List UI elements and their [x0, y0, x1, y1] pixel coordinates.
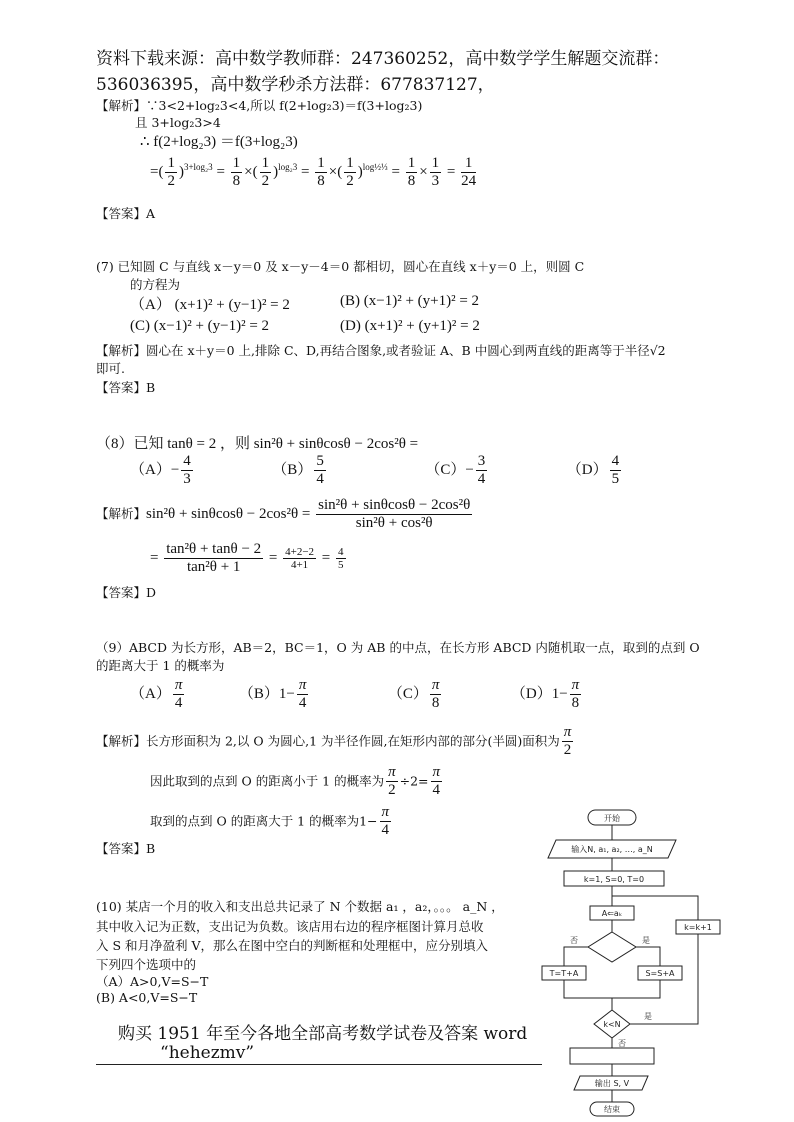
fc-input-label: 输入N, a₁, a₂, …, a_N: [571, 845, 653, 854]
exponent-1: 3+log₂3: [183, 162, 213, 173]
q7-analysis-2: 即可.: [96, 361, 125, 376]
fc-process-blank: [570, 1048, 654, 1064]
fc-yes-label: 是: [642, 936, 650, 945]
frac-one-third: $\frac{1}{3}$: [431, 155, 440, 190]
q8-answer: 【答案】D: [96, 585, 157, 600]
q10-option-a: （A）A>0,V=S−T: [96, 974, 209, 989]
q9-analysis-1: 【解析】长方形面积为 2,以 O 为圆心,1 为半径作圆,在矩形内部的部分(半圆)面积为 $\frac{\pi}{2}$: [96, 724, 572, 759]
frac-half-3: $\frac{1}{2}$: [346, 155, 354, 190]
q9-option-d: （D）1− $\frac{\pi}{8}$: [510, 677, 580, 712]
q7-stem-1: (7) 已知圆 C 与直线 x－y＝0 及 x－y－4＝0 都相切，圆心在直线 x＋y＝0 上，则圆 C: [96, 259, 585, 274]
q10-line-2: 其中收入记为正数，支出记为负数。该店用右边的程序框图计算月总收: [96, 919, 484, 934]
q6-analysis-line-1: [96, 96, 422, 114]
fc-t-update-label: T=T+A: [549, 969, 579, 978]
q8-option-a: （A）− $\frac{4}{3}$: [130, 453, 191, 488]
q8-analysis-line-1: 【解析】sin²θ + sinθcosθ − 2cos²θ = $\frac{\text{sin²θ + sinθcosθ − 2cos²θ}}{\text{sin²θ + cos²θ}}$: [96, 497, 471, 532]
q7-option-c: (C) (x−1)² + (y−1)² = 2: [130, 318, 270, 334]
q7-analysis-1: 【解析】圆心在 x＋y＝0 上,排除 C、D,再结合图象,或者验证 A、B 中圆心到两直线的距离等于半径√2: [96, 343, 666, 358]
footer-rule: [96, 1064, 542, 1065]
fc-output-label: 输出 S, V: [594, 1079, 630, 1088]
q6-analysis-text-1: ∵3<2+log₂3<4,所以 f(2+log₂3)＝f(3+log₂3): [146, 98, 423, 113]
q10-line-1: (10) 某店一个月的收入和支出总共记录了 N 个数据 a₁ ，a₂，。。。 a_N ，: [96, 899, 504, 914]
q9-option-c: （C） $\frac{\pi}{8}$: [387, 677, 440, 712]
q8-option-c: （C）− $\frac{3}{4}$: [425, 453, 486, 488]
footer-line-2: “hehezmv”: [160, 1043, 255, 1063]
q9-analysis-2: 因此取到的点到 O 的距离小于 1 的概率为 $\frac{\pi}{2}$ ÷2= $\frac{\pi}{4}$: [150, 764, 441, 799]
q8-analysis-line-2: = $\frac{\text{tan²θ + tanθ − 2}}{\text{tan²θ + 1}}$ = $\frac{4+2-2}{4+1}$ = $\frac{4}{5}$: [150, 541, 344, 576]
q8-big-fraction: $\frac{\text{sin²θ + sinθcosθ − 2cos²θ}}{\text{sin²θ + cos²θ}}$: [318, 497, 471, 532]
fc-start-label: 开始: [604, 814, 620, 823]
q8-option-d: （D） $\frac{4}{5}$: [566, 453, 620, 488]
fc-decision-blank: [588, 932, 636, 962]
q6-analysis-line-3: ∴ f(2+log₂3) ＝f(3+log₂3): [140, 134, 298, 150]
fc-end-label: 结束: [604, 1105, 620, 1114]
q7-option-a: （A） (x+1)² + (y−1)² = 2: [130, 297, 290, 313]
q6-equation: =( $\frac{1}{2}$ )$^{3+log_23}$ = $\frac{1}{8}$ ×( $\frac{1}{2}$ )$^{log_23}$ = $\frac{1}{8}$ ×( $\frac{1}{2}$ )$^{log\frac{1}{2}\frac{1}{3}}$ = $\frac{1}{8}$ × $\frac{1}{3}$ = $\frac{1}{24}$: [150, 155, 477, 190]
exponent-2: log₂3: [278, 162, 298, 173]
q7-option-d: (D) (x+1)² + (y+1)² = 2: [340, 318, 480, 334]
q10-option-b: (B) A<0,V=S−T: [96, 990, 198, 1005]
q7-option-b: (B) (x−1)² + (y+1)² = 2: [340, 293, 480, 309]
fc-k-update-label: k=k+1: [684, 923, 712, 932]
q8-options: [130, 453, 623, 489]
frac-half: $\frac{1}{2}$: [167, 155, 175, 190]
frac-one-eighth-2: $\frac{1}{8}$: [317, 155, 325, 190]
frac-one-24th: $\frac{1}{24}$: [461, 155, 477, 190]
q7-stem-2: 的方程为: [130, 277, 181, 292]
q6-analysis-tag: 【解析】: [96, 98, 147, 113]
q9-answer: 【答案】B: [96, 841, 156, 856]
frac-one-eighth-3: $\frac{1}{8}$: [407, 155, 416, 190]
q8-calc-fraction: $\frac{4+2-2}{4+1}$: [285, 545, 315, 572]
q6-answer: 【答案】A: [96, 206, 156, 221]
q8-stem: （8）已知 tanθ = 2 ，则 sin²θ + sinθcosθ − 2cos²θ =: [96, 436, 419, 452]
q8-tan-fraction: $\frac{\text{tan²θ + tanθ − 2}}{\text{tan²θ + 1}}$: [166, 541, 262, 576]
frac-one-eighth-1: $\frac{1}{8}$: [232, 155, 241, 190]
exponent-3: log½⅓: [362, 162, 388, 173]
q8-result-fraction: $\frac{4}{5}$: [338, 545, 344, 572]
q9-stem-2: 的距离大于 1 的概率为: [96, 658, 225, 673]
header-line-2: 536036395，高中数学秒杀方法群：677837127，: [96, 75, 495, 95]
fc-cond-label: k<N: [603, 1020, 621, 1029]
q9-option-a: （A） $\frac{\pi}{4}$: [130, 677, 183, 712]
q8-option-b: （B） $\frac{5}{4}$: [272, 453, 324, 488]
fc-no-label: 否: [570, 936, 578, 945]
fc-yes2-label: 是: [644, 1012, 652, 1021]
q10-line-4: 下列四个选项中的: [96, 957, 197, 972]
q9-option-b: （B）1− $\frac{\pi}{4}$: [238, 677, 307, 712]
fc-init-label: k=1, S=0, T=0: [583, 875, 645, 884]
q9-stem-1: （9）ABCD 为长方形，AB＝2，BC＝1，O 为 AB 的中点，在长方形 ABCD 内随机取一点，取到的点到 O: [96, 640, 700, 655]
footer-line-1: 购买 1951 年至今各地全部高考数学试卷及答案 word: [118, 1024, 528, 1044]
q9-analysis-3: 取到的点到 O 的距离大于 1 的概率为1− $\frac{\pi}{4}$: [150, 804, 390, 839]
fc-s-update-label: S=S+A: [645, 969, 675, 978]
flowchart: [540, 806, 740, 1120]
q7-answer: 【答案】B: [96, 380, 156, 395]
q9-half-pi: $\frac{\pi}{2}$: [563, 724, 572, 759]
header-line-1: 资料下载来源：高中数学教师群：247360252，高中数学学生解题交流群：: [96, 49, 670, 69]
q9-options: [130, 677, 583, 713]
frac-half-2: $\frac{1}{2}$: [261, 155, 270, 190]
fc-no2-label: 否: [618, 1039, 626, 1048]
fc-assign-label: A⇐aₖ: [601, 909, 623, 918]
q6-analysis-line-2: 且 3+log₂3>4: [135, 115, 221, 130]
q10-line-3: 入 S 和月净盈利 V，那么在图中空白的判断框和处理框中，应分别填入: [96, 938, 489, 953]
